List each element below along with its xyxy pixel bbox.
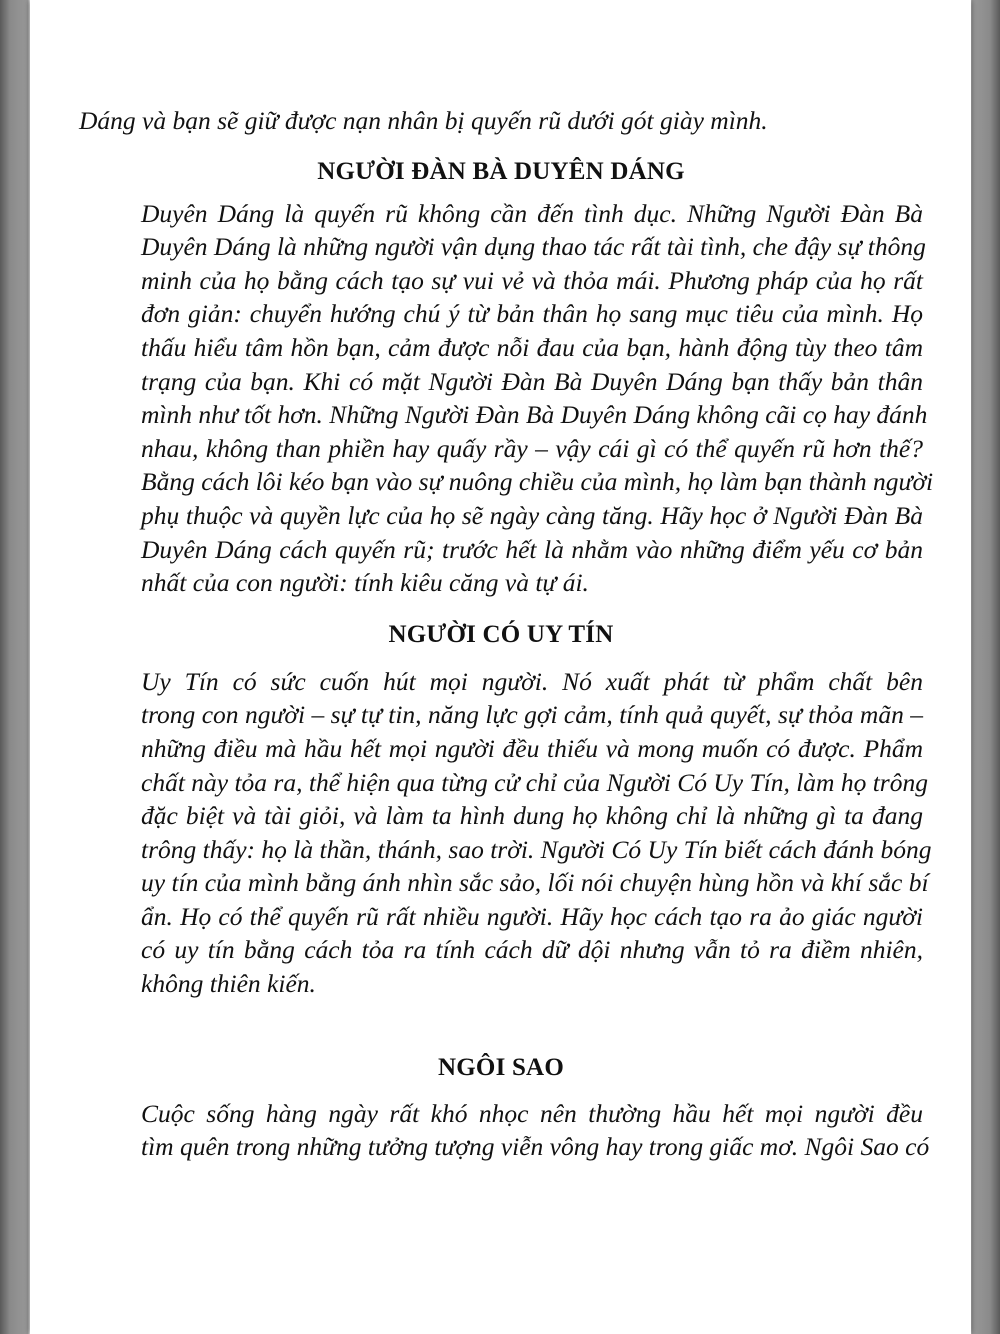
charmer-paragraph — [79, 197, 934, 600]
paragraph-line: Dáng và bạn sẽ giữ được nạn nhân bị quyến rũ dưới gót giày mình. — [79, 106, 768, 135]
section-heading-charmer: NGƯỜI ĐÀN BÀ DUYÊN DÁNG — [317, 157, 685, 185]
section-heading-star: NGÔI SAO — [438, 1053, 564, 1081]
paragraph-line: tìm quên trong những tưởng tượng viễn vông hay trong giấc mơ. Ngôi Sao có — [141, 1132, 930, 1162]
paragraph-line: Uy Tín có sức cuốn hút mọi người. Nó xuất phát từ phẩm chất bên — [141, 666, 923, 696]
paragraph-line: mình như tốt hơn. Những Người Đàn Bà Duyên Dáng không cãi cọ hay đánh — [141, 400, 928, 430]
paragraph-line: đơn giản: chuyển hướng chú ý từ bản thân họ sang mục tiêu của mình. Họ — [141, 299, 923, 329]
paragraph-line: Duyên Dáng là quyến rũ không cần đến tình dục. Những Người Đàn Bà — [141, 198, 923, 228]
paragraph-line: phụ thuộc và quyền lực của họ sẽ ngày càng tăng. Hãy học ở Người Đàn Bà — [141, 500, 923, 530]
paragraph-line: Duyên Dáng cách quyến rũ; trước hết là nhằm vào những điểm yếu cơ bản — [141, 534, 923, 564]
document-page — [30, 0, 971, 1334]
paragraph-line: chất này tỏa ra, thể hiện qua từng cử chỉ của Người Có Uy Tín, làm họ trông — [141, 767, 928, 797]
paragraph-line: nhau, không than phiền hay quấy rầy – vậy cái gì có thể quyến rũ hơn thế? — [141, 433, 923, 463]
paragraph-line: minh của họ bằng cách tạo sự vui vẻ và thỏa mái. Phương pháp của họ rất — [141, 265, 923, 295]
paragraph-line: trạng của bạn. Khi có mặt Người Đàn Bà Duyên Dáng bạn thấy bản thân — [141, 366, 923, 396]
section-heading-charismatic: NGƯỜI CÓ UY TÍN — [388, 620, 614, 648]
paragraph-line: uy tín của mình bằng ánh nhìn sắc sảo, lối nói chuyện hùng hồn và khí sắc bí — [141, 868, 929, 898]
paragraph-line: Bằng cách lôi kéo bạn vào sự nuông chiều của mình, họ làm bạn thành người — [141, 467, 934, 497]
charismatic-paragraph — [79, 665, 932, 1001]
paragraph-line: ẩn. Họ có thể quyến rũ rất nhiều người. Hãy học cách tạo ra ảo giác người — [141, 901, 923, 931]
star-paragraph — [79, 1097, 930, 1164]
paragraph-line: trong con người – sự tự tin, năng lực gợi cảm, tính quả quyết, sự thỏa mãn – — [141, 700, 923, 730]
opening-paragraph — [79, 104, 923, 138]
page-content — [79, 104, 934, 1164]
paragraph-line: không thiên kiến. — [141, 969, 316, 999]
paragraph-line: những điều mà hầu hết mọi người đều thiếu và mong muốn có được. Phẩm — [141, 733, 923, 763]
paragraph-line: đặc biệt và tài giỏi, và làm ta hình dung họ không chỉ là những gì ta đang — [141, 801, 923, 831]
paragraph-line: Cuộc sống hàng ngày rất khó nhọc nên thường hầu hết mọi người đều — [141, 1098, 923, 1128]
paragraph-line: có uy tín bằng cách tỏa ra tính cách dữ dội nhưng vẫn tỏ ra điềm nhiên, — [141, 935, 923, 965]
paragraph-line: Duyên Dáng là những người vận dụng thao tác rất tài tình, che đậy sự thông — [141, 232, 926, 262]
paragraph-line: nhất của con người: tính kiêu căng và tự ái. — [141, 568, 589, 598]
paragraph-line: thấu hiểu tâm hồn bạn, cảm được nỗi đau của bạn, hành động tùy theo tâm — [141, 332, 923, 362]
paragraph-line: trông thấy: họ là thần, thánh, sao trời. Người Có Uy Tín biết cách đánh bóng — [141, 834, 932, 864]
